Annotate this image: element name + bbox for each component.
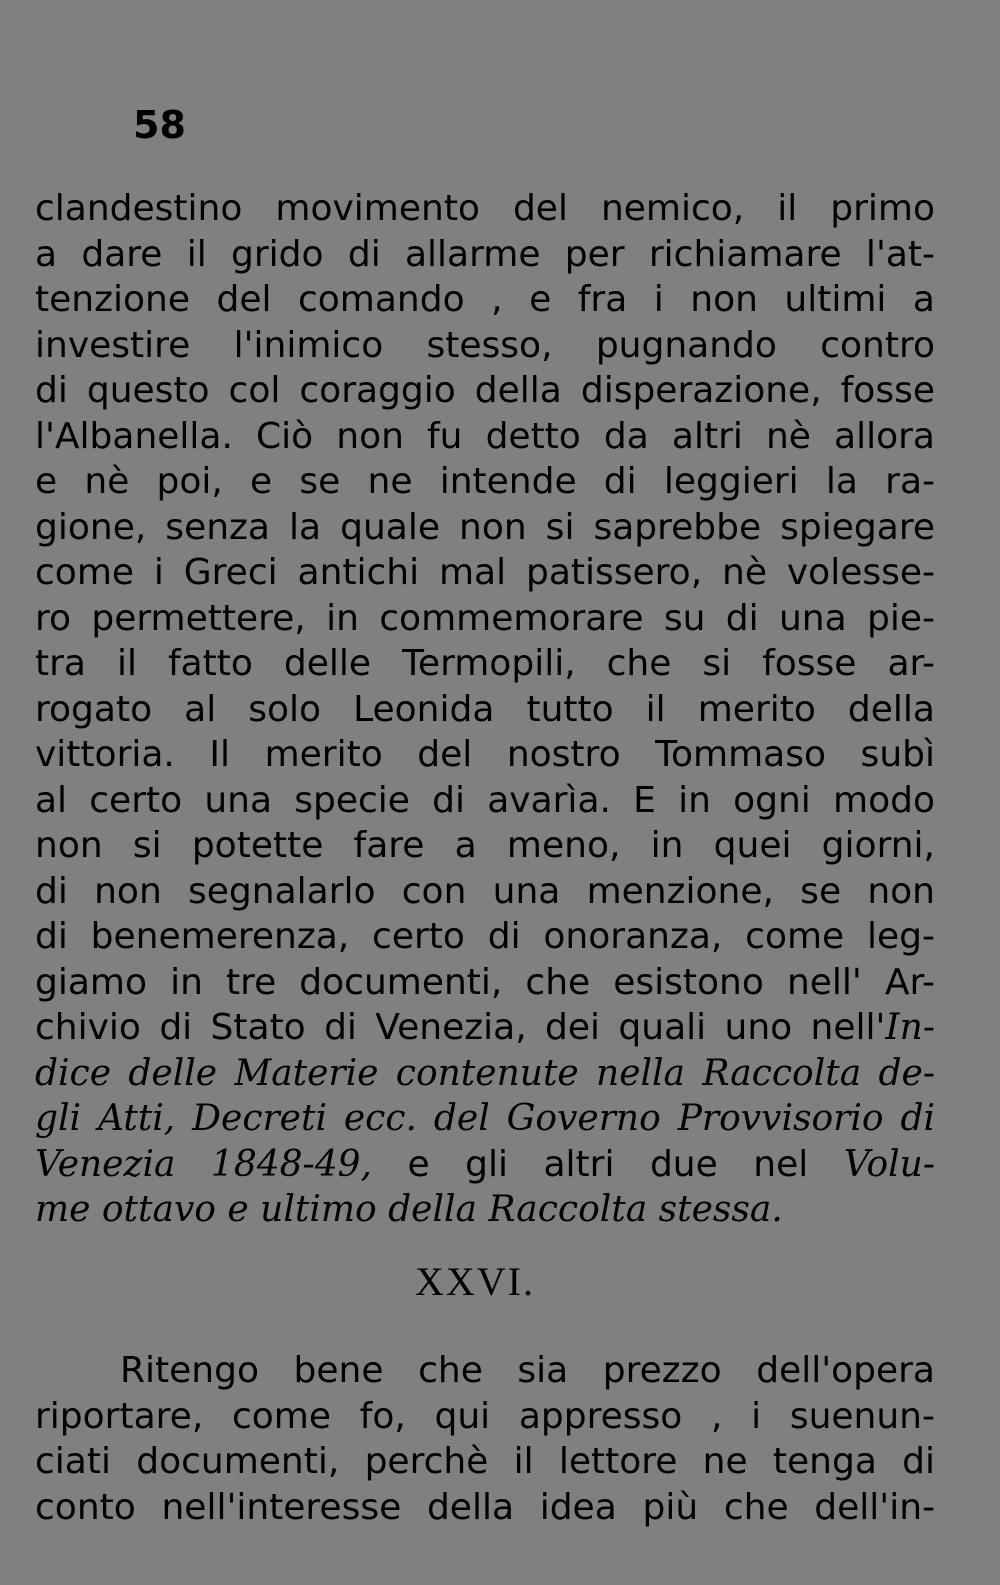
text-line (35, 414, 935, 460)
text-segment: al certo una specie di avarìa. E in ogni modo (35, 779, 935, 821)
text-line (35, 1348, 935, 1394)
text-segment: e nè poi, e se ne intende di leggieri la ra- (35, 461, 935, 502)
text-segment: ro permettere, in commemorare su di una pie- (35, 597, 935, 639)
italic-text: me ottavo e ultimo della Raccolta stessa. (35, 1189, 783, 1230)
text-line (35, 1051, 935, 1097)
text-line (35, 960, 935, 1006)
text-segment: Ritengo bene che sia prezzo dell'opera (120, 1350, 935, 1391)
text-line (35, 1394, 935, 1440)
text-segment: rogato al solo Leonida tutto il merito della (35, 688, 935, 730)
text-segment: giamo in tre documenti, che esistono nell' Ar- (35, 961, 935, 1003)
text-line (35, 505, 935, 551)
italic-text: Volu- (843, 1143, 935, 1185)
text-line (35, 368, 935, 414)
italic-text: dice delle Materie contenute nella Raccolta de- (35, 1052, 935, 1094)
text-segment: e gli altri due nel (371, 1143, 844, 1185)
text-line (35, 186, 935, 232)
text-line (35, 277, 935, 323)
text-line (35, 823, 935, 869)
text-segment: tra il fatto delle Termopili, che si fosse ar- (35, 643, 935, 684)
text-segment: investire l'inimico stesso, pugnando contro (35, 324, 935, 366)
text-line (35, 596, 935, 642)
text-line (35, 1439, 935, 1485)
text-segment: riportare, come fo, qui appresso , i suenun- (35, 1395, 935, 1437)
text-segment: chivio di Stato di Venezia, dei quali uno nell' (35, 1007, 886, 1048)
text-segment: non si potette fare a meno, in quei giorni, (35, 825, 935, 866)
text-line (35, 323, 935, 369)
text-segment: vittoria. Il merito del nostro Tommaso subì (35, 734, 935, 775)
page-number: 58 (133, 103, 186, 147)
italic-text: In- (885, 1007, 935, 1048)
text-segment: a dare il grido di allarme per richiamare l'at- (35, 233, 935, 275)
text-line (35, 641, 935, 687)
italic-text: Venezia 1848-49, (35, 1143, 372, 1185)
text-segment: l'Albanella. Ciò non fu detto da altri nè allora (35, 415, 935, 457)
text-segment: tenzione del comando , e fra i non ultimi a (35, 279, 935, 320)
text-segment: ciati documenti, perchè il lettore ne tenga di (35, 1441, 935, 1482)
text-line (35, 1096, 935, 1142)
section-heading: XXVI. (415, 1259, 535, 1304)
text-line (35, 1187, 935, 1233)
text-segment: di non segnalarlo con una menzione, se non (35, 870, 935, 912)
text-line (35, 1485, 935, 1531)
text-segment: gione, senza la quale non si saprebbe spiegare (35, 506, 935, 548)
text-line (35, 459, 935, 505)
text-segment: come i Greci antichi mal patissero, nè volesse- (35, 552, 935, 593)
text-segment: di benemerenza, certo di onoranza, come leg- (35, 916, 935, 957)
paragraph-2 (35, 1348, 935, 1530)
paragraph-1 (35, 186, 935, 1233)
text-segment: conto nell'interesse della idea più che dell'in- (35, 1486, 935, 1528)
italic-text: gli Atti, Decreti ecc. del Governo Provvisorio di (35, 1098, 935, 1139)
text-line (35, 687, 935, 733)
text-line (35, 232, 935, 278)
text-line (35, 732, 935, 778)
text-line (35, 778, 935, 824)
text-line (35, 1005, 935, 1051)
text-segment: di questo col coraggio della disperazione, fosse (35, 370, 935, 411)
text-line (35, 1142, 935, 1188)
text-line (35, 550, 935, 596)
text-segment: clandestino movimento del nemico, il primo (35, 188, 935, 229)
text-line (35, 914, 935, 960)
text-line (35, 869, 935, 915)
